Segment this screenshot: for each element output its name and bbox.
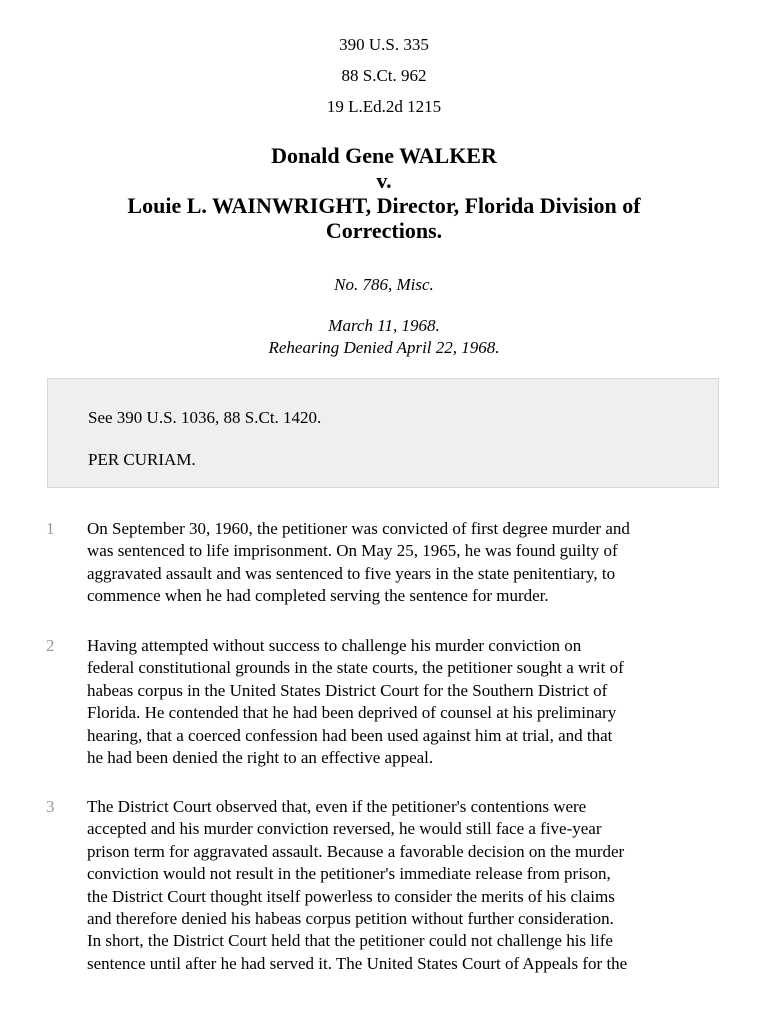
- case-title-petitioner: Donald Gene WALKER: [271, 143, 497, 168]
- paragraph-line: federal constitutional grounds in the state courts, the petitioner sought a writ of: [87, 658, 624, 678]
- citation-supreme-court-reporter: 88 S.Ct. 962: [341, 66, 427, 85]
- paragraph-line: was sentenced to life imprisonment. On May 25, 1965, he was found guilty of: [87, 541, 618, 561]
- docket-number: No. 786, Misc.: [334, 275, 434, 294]
- paragraph-line: hearing, that a coerced confession had been used against him at trial, and that: [87, 725, 613, 745]
- paragraph-line: and therefore denied his habeas corpus petition without further consideration.: [87, 909, 614, 929]
- paragraph-text: [87, 635, 727, 769]
- paragraph-line: conviction would not result in the petitioner's immediate release from prison,: [87, 864, 611, 884]
- case-title-respondent: Louie L. WAINWRIGHT, Director, Florida Division of: [127, 193, 641, 218]
- paragraph-number: 2: [46, 636, 55, 655]
- paragraph-line: habeas corpus in the United States District Court for the Southern District of: [87, 680, 608, 700]
- paragraph-line: he had been denied the right to an effective appeal.: [87, 748, 434, 768]
- case-title-respondent-cont: Corrections.: [325, 218, 443, 243]
- paragraph-line: In short, the District Court held that the petitioner could not challenge his life: [87, 931, 613, 951]
- decision-date: March 11, 1968.: [328, 316, 440, 335]
- paragraph-line: Florida. He contended that he had been deprived of counsel at his preliminary: [87, 703, 617, 723]
- per-curiam-label: PER CURIAM.: [88, 450, 196, 469]
- citation-lawyers-edition: 19 L.Ed.2d 1215: [326, 97, 442, 116]
- rehearing-date: Rehearing Denied April 22, 1968.: [268, 338, 500, 357]
- paragraph-text: [87, 796, 727, 975]
- case-title: [60, 143, 708, 243]
- case-title-versus: v.: [376, 168, 392, 193]
- paragraph-line: On September 30, 1960, the petitioner was convicted of first degree murder and: [87, 519, 630, 538]
- paragraph-number: 3: [46, 797, 55, 816]
- citation-block: [0, 33, 768, 126]
- decision-dates: [0, 315, 768, 359]
- paragraph-line: The District Court observed that, even if the petitioner's contentions were: [87, 797, 587, 816]
- paragraph-line: accepted and his murder conviction reversed, he would still face a five-year: [87, 819, 602, 839]
- citation-us-reports: 390 U.S. 335: [339, 35, 429, 54]
- paragraph-line: prison term for aggravated assault. Because a favorable decision on the murder: [87, 841, 625, 861]
- see-also-reference: See 390 U.S. 1036, 88 S.Ct. 1420.: [88, 408, 322, 427]
- paragraph-line: the District Court thought itself powerless to consider the merits of his claims: [87, 886, 615, 906]
- paragraph-line: Having attempted without success to challenge his murder conviction on: [87, 636, 582, 655]
- paragraph-line: sentence until after he had served it. The United States Court of Appeals for the: [87, 953, 628, 973]
- paragraph-line: aggravated assault and was sentenced to five years in the state penitentiary, to: [87, 563, 616, 583]
- paragraph-text: [87, 518, 727, 608]
- paragraph-line: commence when he had completed serving the sentence for murder.: [87, 586, 549, 606]
- paragraph-number: 1: [46, 519, 55, 538]
- syllabus-box: [47, 378, 719, 488]
